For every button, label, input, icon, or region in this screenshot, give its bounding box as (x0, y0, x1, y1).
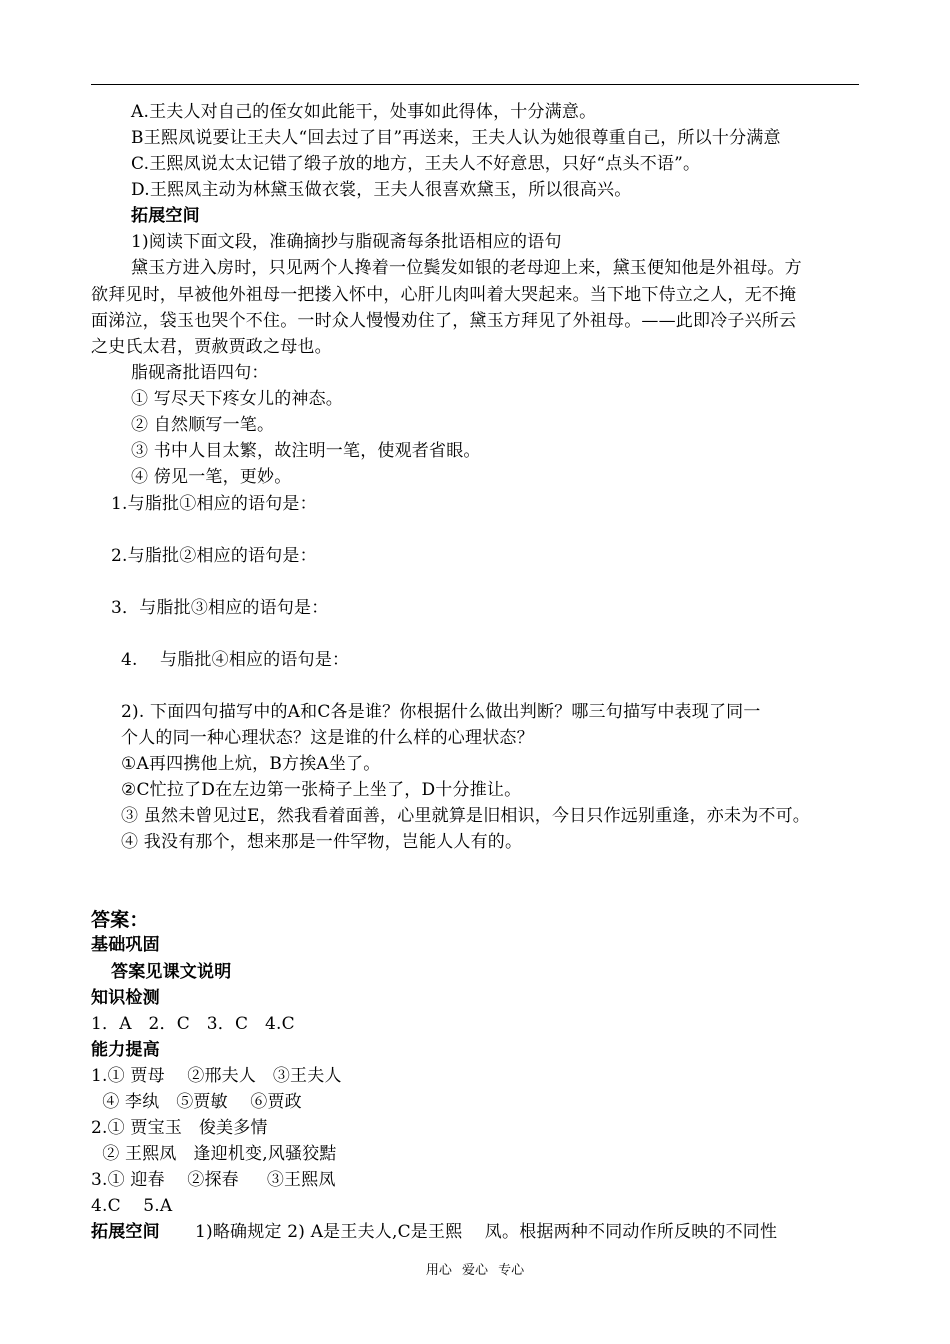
ability-line: ④ 李纨 ⑤贾敏 ⑥贾政 (91, 1092, 302, 1112)
q1-prompt: 1)阅读下面文段，准确摘抄与脂砚斋每条批语相应的语句 (131, 232, 562, 252)
question-2: 2.与脂批②相应的语句是： (111, 546, 317, 566)
comments-title: 脂砚斋批语四句： (131, 363, 269, 383)
passage-line: 欲拜见时，早被他外祖母一把搂入怀中，心肝儿肉叫着大哭起来。当下地下侍立之人，无不掩 (91, 285, 797, 305)
option-d: D.王熙凤主动为林黛玉做衣裳，王夫人很喜欢黛玉，所以很高兴。 (131, 180, 632, 200)
header-rule (91, 84, 859, 85)
extension-heading: 拓展空间 (131, 206, 200, 226)
q2-item: ④ 我没有那个，想来那是一件罕物，岂能人人有的。 (121, 832, 523, 852)
basic-text: 答案见课文说明 (111, 962, 232, 982)
ability-line: 3.① 迎春 ②探春 ③王熙凤 (91, 1170, 336, 1190)
option-c: C.王熙凤说太太记错了缎子放的地方，王夫人不好意思，只好“点头不语”。 (131, 154, 701, 174)
ability-line: 2.① 贾宝玉 俊美多情 (91, 1118, 268, 1138)
answers-title: 答案： (91, 909, 149, 931)
option-a: A.王夫人对自己的侄女如此能干，处事如此得体，十分满意。 (131, 102, 597, 122)
ability-line: 1.① 贾母 ②邢夫人 ③王夫人 (91, 1066, 342, 1086)
comment-item: ② 自然顺写一笔。 (131, 415, 275, 435)
question-1: 1.与脂批①相应的语句是： (111, 494, 317, 514)
ability-line: ② 王熙凤 逢迎机变,风骚狡黠 (91, 1144, 337, 1164)
option-b: B王熙凤说要让王夫人“回去过了目”再送来，王夫人认为她很尊重自己，所以十分满意 (131, 128, 781, 148)
q2-item: ①A再四携他上炕，B方挨A坐了。 (121, 754, 381, 774)
comment-item: ④ 傍见一笔，更妙。 (131, 467, 292, 487)
q2-line: 2). 下面四句描写中的A和C各是谁？你根据什么做出判断？哪三句描写中表现了同一 (121, 702, 761, 722)
ability-line: 4.C 5.A (91, 1196, 173, 1216)
comment-item: ③ 书中人目太繁，故注明一笔，使观者省眼。 (131, 441, 481, 461)
question-3: 3．与脂批③相应的语句是： (111, 598, 329, 618)
q2-item: ③ 虽然未曾见过E，然我看着面善，心里就算是旧相识，今日只作远别重逢，亦未为不可。 (121, 806, 811, 826)
answers-extension-text: 1)略确规定 2) A是王夫人,C是王熙 凤。根据两种不同动作所反映的不同性 (195, 1222, 778, 1242)
question-4: 4. 与脂批④相应的语句是： (121, 650, 350, 670)
page-footer: 用心 爱心 专心 (425, 1263, 525, 1278)
passage-line: 之史氏太君，贾赦贾政之母也。 (91, 337, 332, 357)
passage-line: 面涕泣，袋玉也哭个不住。一时众人慢慢劝住了，黛玉方拜见了外祖母。——此即冷子兴所云 (91, 311, 797, 331)
passage-line: 黛玉方进入房时，只见两个人搀着一位鬓发如银的老母迎上来，黛玉便知他是外祖母。方 (131, 258, 802, 278)
knowledge-answers: 1．A 2．C 3．C 4.C (91, 1014, 295, 1034)
ability-heading: 能力提高 (91, 1040, 160, 1060)
q2-line: 个人的同一种心理状态？这是谁的什么样的心理状态？ (121, 728, 534, 748)
comment-item: ① 写尽天下疼女儿的神态。 (131, 389, 344, 409)
answers-extension-heading: 拓展空间 (91, 1222, 160, 1242)
knowledge-heading: 知识检测 (91, 988, 160, 1008)
basic-heading: 基础巩固 (91, 935, 160, 955)
q2-item: ②C忙拉了D在左边第一张椅子上坐了，D十分推让。 (121, 780, 522, 800)
